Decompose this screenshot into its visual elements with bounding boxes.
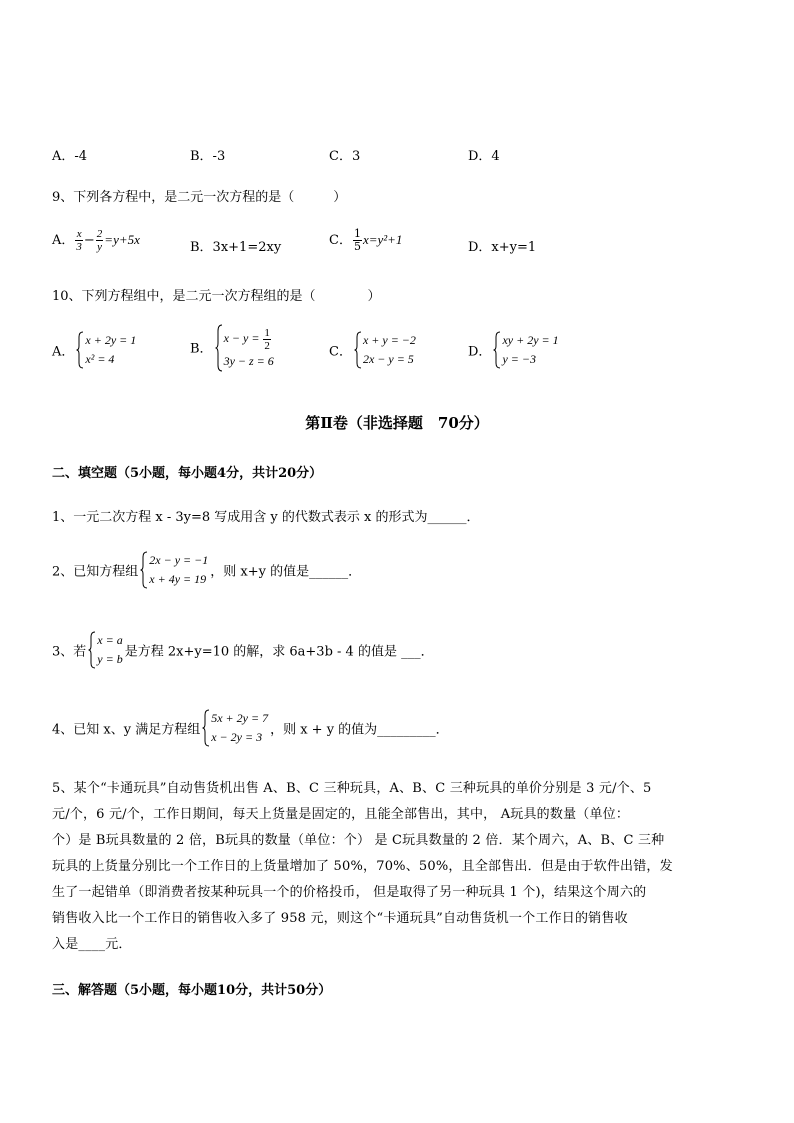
fill-q4-system: [202, 709, 268, 747]
system-row: x + 4y = 19: [149, 572, 207, 586]
q9-option-c-rest: x=y²+1: [362, 232, 403, 247]
system-row: x − y = $\frac{1}{2}$: [223, 326, 270, 352]
q8-option-b: B．-3: [190, 149, 226, 164]
fill-q5-line: 5、某个“卡通玩具”自动售货机出售 A、B、C 三种玩具，A、B、C 三种玩具的单价分别是 3 元/个、5: [52, 781, 652, 796]
fill-q5: [52, 776, 742, 958]
fill-q4-pre: 4、已知 x、y 满足方程组: [52, 722, 201, 738]
system-row: x − 2y = 3: [211, 730, 263, 744]
fill-q2-post: ，则 x+y 的值是______．: [210, 564, 362, 580]
fill-q2-system: [140, 551, 208, 589]
solve-heading: 三、解答题（5小题，每小题10分，共计50分）: [52, 983, 332, 998]
system-row: 3y − z = 6: [223, 354, 274, 368]
q10-option-a: [52, 331, 138, 369]
fill-q5-line: 生了一起错单（即消费者按某种玩具一个的价格投币， 但是取得了另一种玩具 1 个)，结果这个周六的: [52, 885, 647, 900]
left-brace-icon: [493, 331, 501, 369]
system-row: y = b: [97, 652, 123, 666]
system-row: 5x + 2y = 7: [211, 711, 269, 725]
q8-option-a: A．-4: [52, 149, 88, 164]
fill-q2-pre: 2、已知方程组: [52, 564, 139, 580]
system-row: y = −3: [502, 352, 536, 366]
fill-q4: [52, 709, 449, 747]
fill-q3-post: 是方程 2x+y=10 的解，求 6a+3b - 4 的值是 ___．: [124, 644, 434, 660]
q10-option-a-label: A．: [52, 344, 75, 360]
q9-option-a-label: A．: [52, 233, 75, 248]
left-brace-icon: [88, 631, 96, 669]
q9-stem: 9、下列各方程中，是二元一次方程的是（ ）: [52, 190, 347, 205]
q9-option-c-label: C．: [329, 233, 352, 248]
q9-fraction-1-over-5: $\frac{1}{5}$: [353, 227, 361, 253]
fill-q5-line: 玩具的上货量分别比一个工作日的上货量增加了 50%，70%、50%，且全部售出．但是由于软件出错，发: [52, 859, 673, 874]
left-brace-icon: [76, 331, 84, 369]
left-brace-icon: [354, 331, 362, 369]
q8-option-d: D．4: [468, 149, 500, 164]
left-brace-icon: [215, 324, 223, 372]
fill-q5-line: 个）是 B玩具数量的 2 倍，B玩具的数量（单位：个） 是 C玩具数量的 2 倍．某个周六，A、B、C 三种: [52, 833, 665, 848]
q10-option-d: [468, 331, 561, 369]
fill-q3-pre: 3、若: [52, 644, 87, 660]
fill-q4-post: ，则 x + y 的值为_________．: [270, 722, 449, 738]
q10-option-c-system: [354, 331, 416, 369]
part2-title: 第Ⅱ卷（非选择题 70分）: [305, 414, 489, 432]
left-brace-icon: [202, 709, 210, 747]
fraction-1-over-2: $\frac{1}{2}$: [264, 326, 270, 352]
q10-option-c-label: C．: [329, 344, 352, 360]
q9-option-c: [329, 228, 402, 253]
fill-q5-line: 入是____元．: [52, 937, 132, 952]
q9-fraction-x-over-3: $\frac{x}{3}$: [76, 228, 82, 253]
left-brace-icon: [140, 551, 148, 589]
fill-q3-system: [88, 631, 122, 669]
q9-option-a-rest: =y+5x: [104, 232, 140, 247]
system-row: x = a: [97, 633, 123, 647]
q9-option-b: B．3x+1=2xy: [190, 240, 282, 255]
q10-option-b-system: [215, 324, 274, 370]
q9-fraction-2-over-y: $\frac{2}{y}$: [96, 228, 103, 253]
fill-q5-line: 销售收入比一个工作日的销售收入多了 958 元，则这个“卡通玩具”自动售货机一个工作日的销售收: [52, 911, 628, 926]
q10-option-d-label: D．: [468, 344, 492, 360]
fill-q5-line: 元/个，6 元/个，工作日期间，每天上货量是固定的，且能全部售出，其中， A玩具的数量（单位：: [52, 807, 630, 822]
system-row: x + y = −2: [362, 333, 416, 347]
q10-stem: 10、下列方程组中，是二元一次方程组的是（ ）: [52, 289, 381, 304]
system-row: xy + 2y = 1: [502, 333, 559, 347]
q10-option-a-system: [76, 331, 136, 369]
system-row: x + 2y = 1: [85, 333, 137, 347]
system-row: 2x − y = −1: [149, 553, 209, 567]
fill-q3: [52, 631, 434, 669]
fill-in-heading: 二、填空题（5小题，每小题4分，共计20分）: [52, 466, 323, 481]
q9-option-a: A． $\frac{x}{3}$ − $\frac{2}{y}$ =y+5x: [52, 228, 140, 253]
q10-option-b-label: B．: [190, 341, 213, 357]
q10-option-b: [190, 324, 276, 370]
system-row: 2x − y = 5: [362, 352, 414, 366]
q10-option-d-system: [493, 331, 558, 369]
system-row: x² = 4: [85, 352, 115, 366]
q9-option-d: D．x+y=1: [468, 240, 537, 255]
q10-option-c: [329, 331, 418, 369]
fill-q1: 1、一元二次方程 x - 3y=8 写成用含 y 的代数式表示 x 的形式为______．: [52, 510, 480, 525]
fill-q2: [52, 551, 361, 589]
q8-option-c: C．3: [329, 149, 361, 164]
